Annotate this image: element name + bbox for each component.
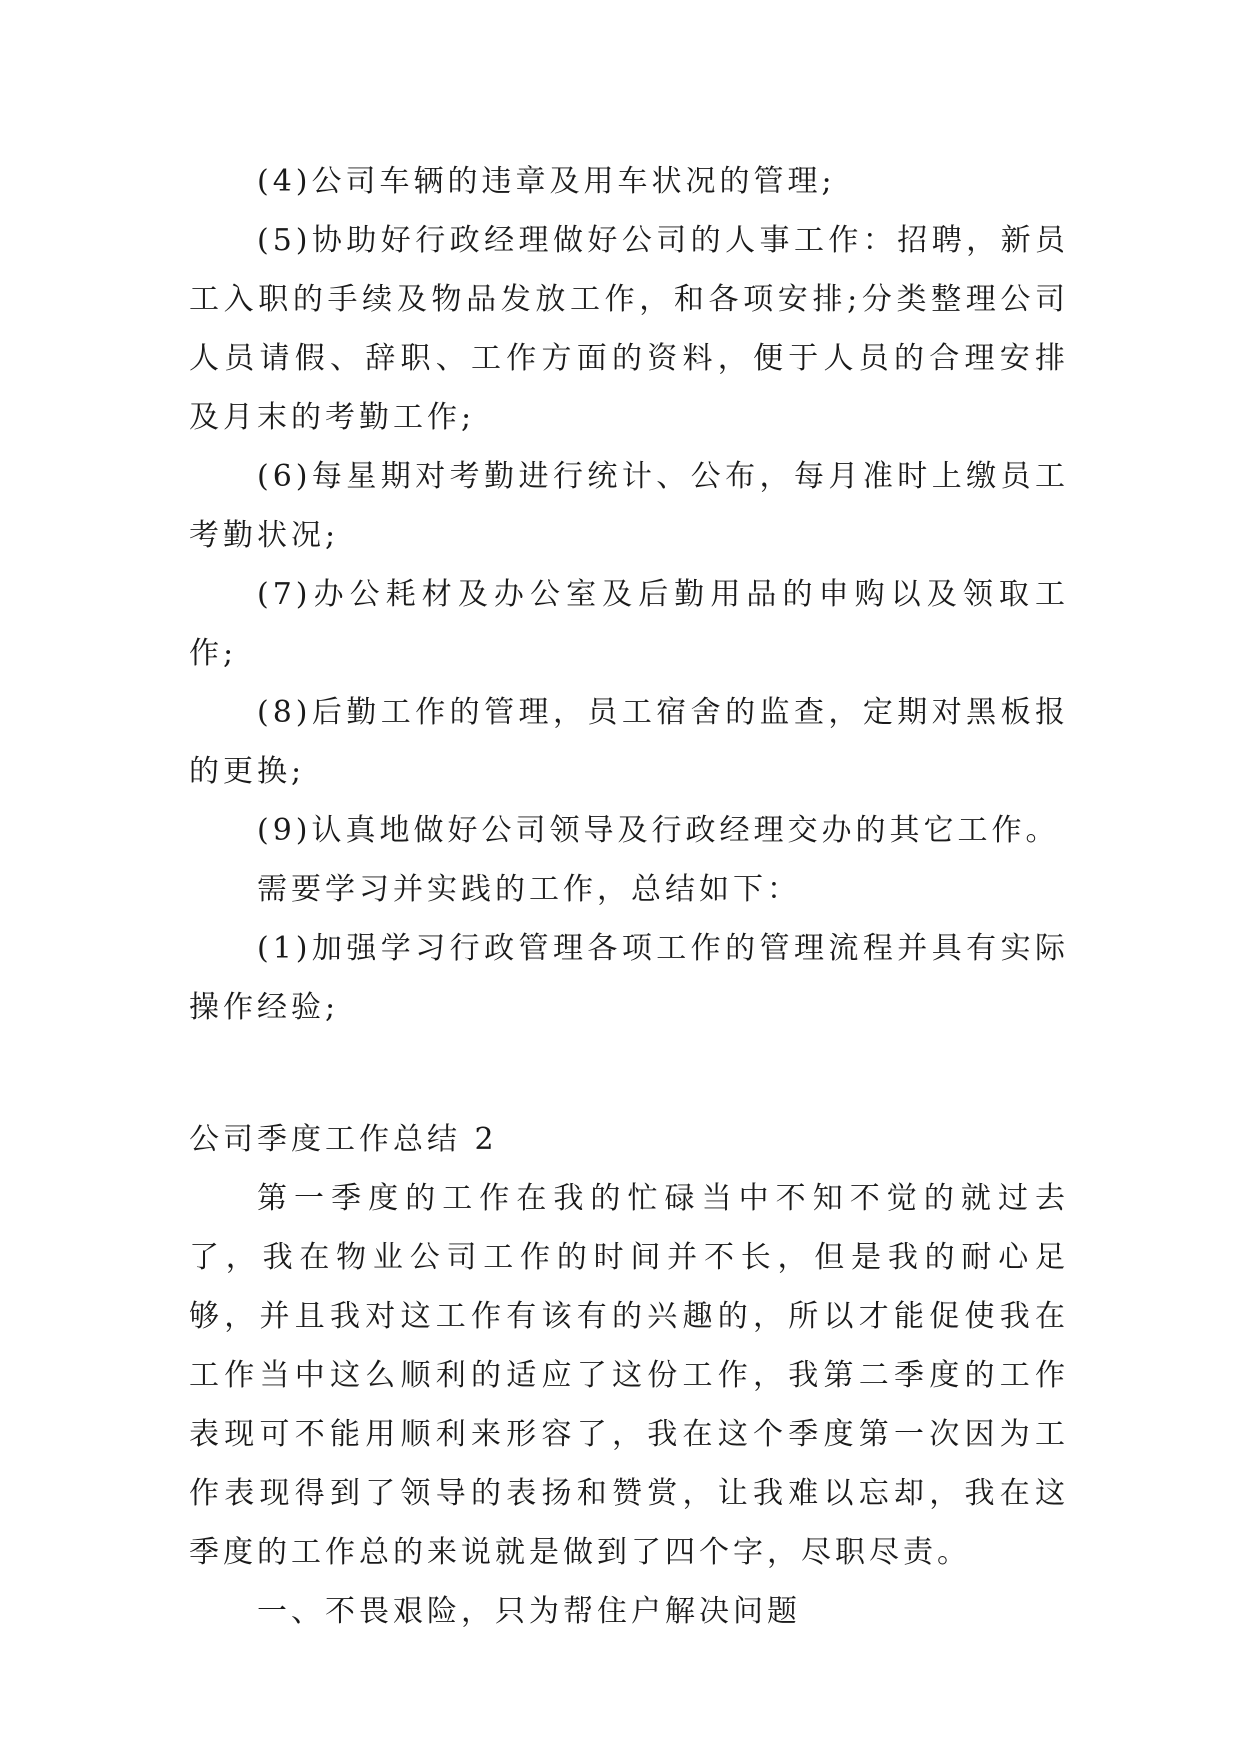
list-item-6: (6)每星期对考勤进行统计、公布，每月准时上缴员工考勤状况; — [189, 459, 1069, 553]
document-body — [189, 152, 1069, 1641]
list-item-7: (7)办公耗材及办公室及后勤用品的申购以及领取工作; — [189, 577, 1069, 671]
list-item-8: (8)后勤工作的管理，员工宿舍的监查，定期对黑板报的更换; — [189, 695, 1069, 789]
learning-item-1: (1)加强学习行政管理各项工作的管理流程并具有实际操作经验; — [189, 931, 1069, 1025]
summary-paragraph: 第一季度的工作在我的忙碌当中不知不觉的就过去了，我在物业公司工作的时间并不长，但是我的耐心足够，并且我对这工作有该有的兴趣的，所以才能促使我在工作当中这么顺利的适应了这份工作，我第二季度的工作表现可不能用顺利来形容了，我在这个季度第一次因为工作表现得到了领导的表扬和赞赏，让我难以忘却，我在这季度的工作总的来说就是做到了四个字，尽职尽责。 — [189, 1181, 1069, 1570]
section-title: 公司季度工作总结 2 — [189, 1122, 498, 1157]
learning-intro: 需要学习并实践的工作，总结如下： — [257, 872, 801, 907]
list-item-5: (5)协助好行政经理做好公司的人事工作：招聘，新员工入职的手续及物品发放工作，和各项安排;分类整理公司人员请假、辞职、工作方面的资料，便于人员的合理安排及月末的考勤工作; — [189, 223, 1069, 435]
list-item-9: (9)认真地做好公司领导及行政经理交办的其它工作。 — [257, 813, 1060, 848]
list-item-4: (4)公司车辆的违章及用车状况的管理; — [257, 164, 836, 199]
subheading-one: 一、不畏艰险，只为帮住户解决问题 — [257, 1594, 801, 1629]
